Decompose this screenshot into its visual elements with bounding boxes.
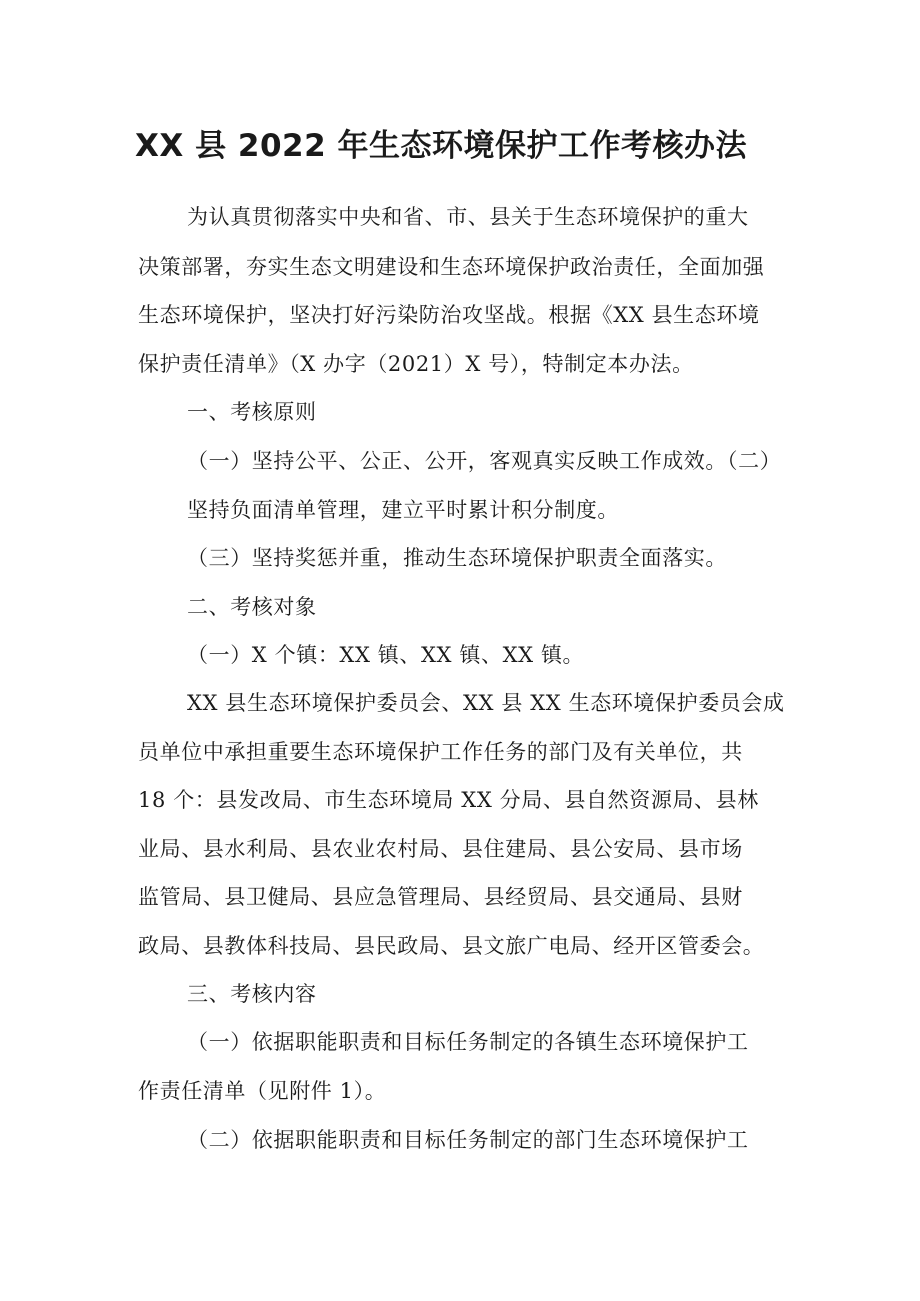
paragraph-line: 作责任清单（见附件 1）。 (138, 1079, 387, 1103)
paragraph-line: XX 县生态环境保护委员会、XX 县 XX 生态环境保护委员会成 (187, 691, 785, 715)
document-title: XX 县 2022 年生态环境保护工作考核办法 (135, 128, 747, 164)
paragraph-line: 生态环境保护，坚决打好污染防治攻坚战。根据《XX 县生态环境 (138, 303, 760, 327)
paragraph-line: （一）X 个镇：XX 镇、XX 镇、XX 镇。 (187, 643, 585, 667)
paragraph-line: 业局、县水利局、县农业农村局、县住建局、县公安局、县市场 (138, 837, 743, 861)
paragraph-line: 监管局、县卫健局、县应急管理局、县经贸局、县交通局、县财 (138, 885, 743, 909)
paragraph-line: 为认真贯彻落实中央和省、市、县关于生态环境保护的重大 (187, 205, 749, 229)
section-heading: 二、考核对象 (187, 595, 317, 619)
paragraph-line: 18 个：县发改局、市生态环境局 XX 分局、县自然资源局、县林 (138, 788, 759, 812)
paragraph-line: （三）坚持奖惩并重，推动生态环境保护职责全面落实。 (187, 546, 727, 570)
paragraph-line: 坚持负面清单管理，建立平时累计积分制度。 (187, 498, 619, 522)
paragraph-line: （一）坚持公平、公正、公开，客观真实反映工作成效。（二） (187, 449, 782, 473)
paragraph-line: 保护责任清单》（X 办字（2021）X 号），特制定本办法。 (138, 352, 694, 376)
paragraph-line: （一）依据职能职责和目标任务制定的各镇生态环境保护工 (187, 1030, 749, 1054)
paragraph-line: 员单位中承担重要生态环境保护工作任务的部门及有关单位，共 (138, 740, 743, 764)
section-heading: 一、考核原则 (187, 400, 317, 424)
section-heading: 三、考核内容 (187, 982, 317, 1006)
paragraph-line: 政局、县教体科技局、县民政局、县文旅广电局、经开区管委会。 (138, 934, 765, 958)
paragraph-line: （二）依据职能职责和目标任务制定的部门生态环境保护工 (187, 1128, 749, 1152)
paragraph-line: 决策部署，夯实生态文明建设和生态环境保护政治责任，全面加强 (138, 255, 765, 279)
